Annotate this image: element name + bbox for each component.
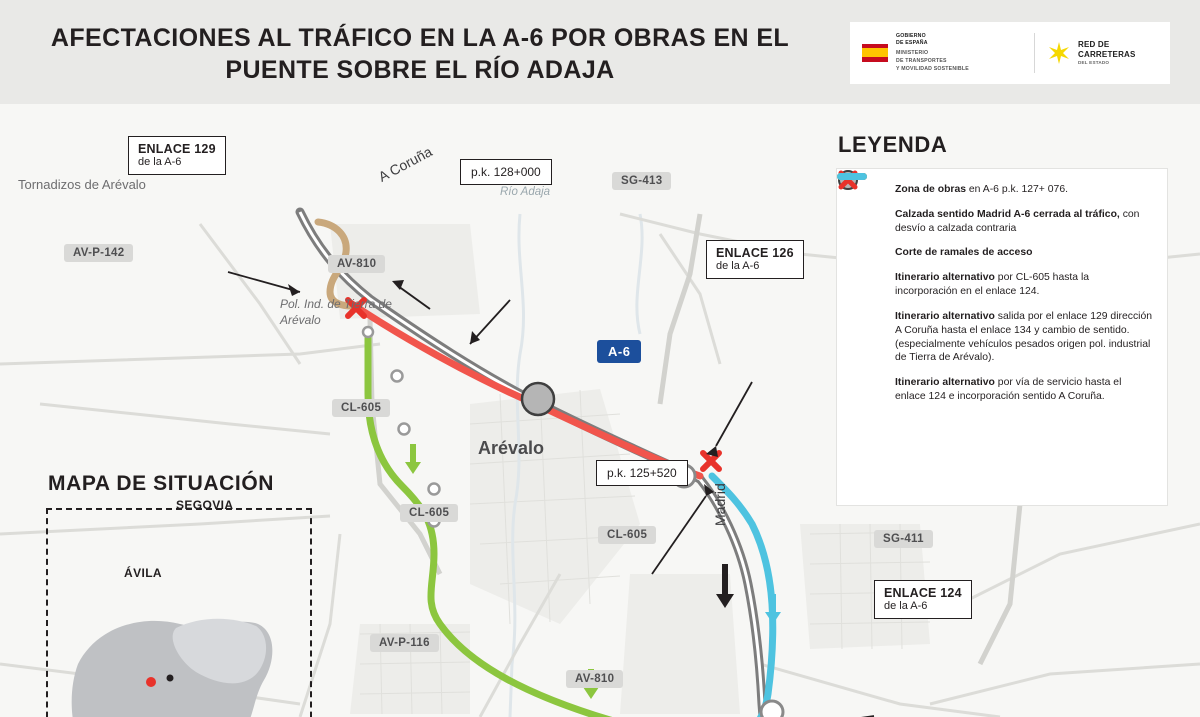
brand-sub: DEL ESTADO <box>1078 60 1110 66</box>
legend-5-bold: Itinerario alternativo <box>895 377 995 389</box>
legend-item-closed <box>851 208 1153 236</box>
red-line-icon <box>851 208 885 210</box>
page-title: AFECTACIONES AL TRÁFICO EN LA A-6 POR OBRAS EN EL PUENTE SOBRE EL RÍO ADAJA <box>50 24 790 84</box>
legend-5-rest: por vía de servicio hasta el enlace 124 e incorporación sentido A Coruña. <box>895 377 1122 403</box>
road-badge-a-6: A-6 <box>597 340 641 363</box>
legend-3-rest: por CL-605 hasta la incorporación en el enlace 124. <box>895 272 1090 298</box>
red-carreteras-text <box>1078 40 1136 66</box>
legend-item-alt-green <box>851 271 1153 299</box>
callout-124-sub: de la A-6 <box>884 600 928 612</box>
road-badge-sg-411: SG-411 <box>874 530 933 548</box>
legend-0-bold: Zona de obras <box>895 184 967 195</box>
gov-line-1: GOBIERNO <box>896 32 926 39</box>
callout-enlace-129 <box>128 136 226 175</box>
situation-map-frame <box>46 508 312 717</box>
legend-item-works <box>851 183 1153 197</box>
road-badge-cl-605-b: CL-605 <box>400 504 458 522</box>
direction-a-coruna: A Coruña <box>375 143 435 185</box>
gov-line-4: DE TRANSPORTES <box>896 57 947 64</box>
legend-title: LEYENDA <box>838 132 948 157</box>
gov-line-5: Y MOVILIDAD SOSTENIBLE <box>896 65 969 72</box>
situation-label-avila: ÁVILA <box>124 566 162 580</box>
road-badge-av-810-b: AV-810 <box>566 670 623 688</box>
road-badge-cl-605-c: CL-605 <box>598 526 656 544</box>
legend-1-bold: Calzada sentido Madrid A-6 cerrada al tráfico, <box>895 208 1120 220</box>
legend-1-rest: con desvío a calzada contraria <box>895 208 1140 234</box>
gov-spain-logo <box>850 33 1034 74</box>
legend-2-bold: Corte de ramales de acceso <box>895 247 1033 259</box>
map-canvas[interactable] <box>0 104 1200 717</box>
place-poligono-industrial: Pol. Ind. de Tierra de Arévalo <box>280 297 392 328</box>
spain-flag-icon <box>862 44 888 62</box>
pk-box-125: p.k. 125+520 <box>596 460 688 486</box>
star-icon <box>1047 41 1071 65</box>
callout-126-sub: de la A-6 <box>716 260 760 272</box>
gov-line-2: DE ESPAÑA <box>896 40 928 47</box>
tan-line-icon <box>851 310 885 312</box>
header-bar <box>0 0 1200 104</box>
legend-4-bold: Itinerario alternativo <box>895 310 995 322</box>
legend-4-rest: salida por el enlace 129 dirección A Coruña hasta el enlace 134 y cambio de sentido. (especialmente vehículos pesados origen pol. industrial de Tierra de Arévalo). <box>895 310 1153 364</box>
legend-box <box>836 168 1168 506</box>
situation-map-title: MAPA DE SITUACIÓN <box>48 472 275 495</box>
place-rio-adaja: Río Adaja <box>500 186 551 198</box>
legend-3-bold: Itinerario alternativo <box>895 272 995 284</box>
brand-line-1: RED DE <box>1078 40 1110 50</box>
road-badge-av-p-116: AV-P-116 <box>370 634 439 652</box>
gov-ministry-text <box>896 33 969 74</box>
legend-item-alt-tan <box>851 310 1153 365</box>
legend-item-ramp-closure <box>851 246 1153 260</box>
government-logo-block <box>850 22 1170 84</box>
gov-line-3: MINISTERIO <box>896 50 929 57</box>
legend-0-rest: en A-6 p.k. 127+ 076. <box>966 184 1068 195</box>
pk-box-128: p.k. 128+000 <box>460 159 552 185</box>
road-badge-cl-605-a: CL-605 <box>332 399 390 417</box>
red-carreteras-logo <box>1035 40 1136 66</box>
legend-item-alt-cyan <box>851 376 1153 404</box>
situation-label-segovia: SEGOVIA <box>176 498 234 512</box>
road-badge-av-p-142: AV-P-142 <box>64 244 133 262</box>
works-zone-marker <box>522 383 554 415</box>
green-line-icon <box>851 271 885 273</box>
brand-line-2: CARRETERAS <box>1078 50 1136 60</box>
callout-129-title: ENLACE 129 <box>138 142 216 156</box>
callout-129-sub: de la A-6 <box>138 156 182 168</box>
red-cross-icon <box>851 246 885 248</box>
road-badge-sg-413: SG-413 <box>612 172 671 190</box>
cyan-line-icon <box>851 376 885 378</box>
callout-enlace-124 <box>874 580 972 619</box>
direction-madrid: Madrid <box>712 483 728 526</box>
callout-124-title: ENLACE 124 <box>884 586 962 600</box>
place-tornadizos: Tornadizos de Arévalo <box>18 177 146 192</box>
place-arevalo: Arévalo <box>478 438 545 458</box>
callout-enlace-126 <box>706 240 804 279</box>
callout-126-title: ENLACE 126 <box>716 246 794 260</box>
road-badge-av-810: AV-810 <box>328 255 385 273</box>
